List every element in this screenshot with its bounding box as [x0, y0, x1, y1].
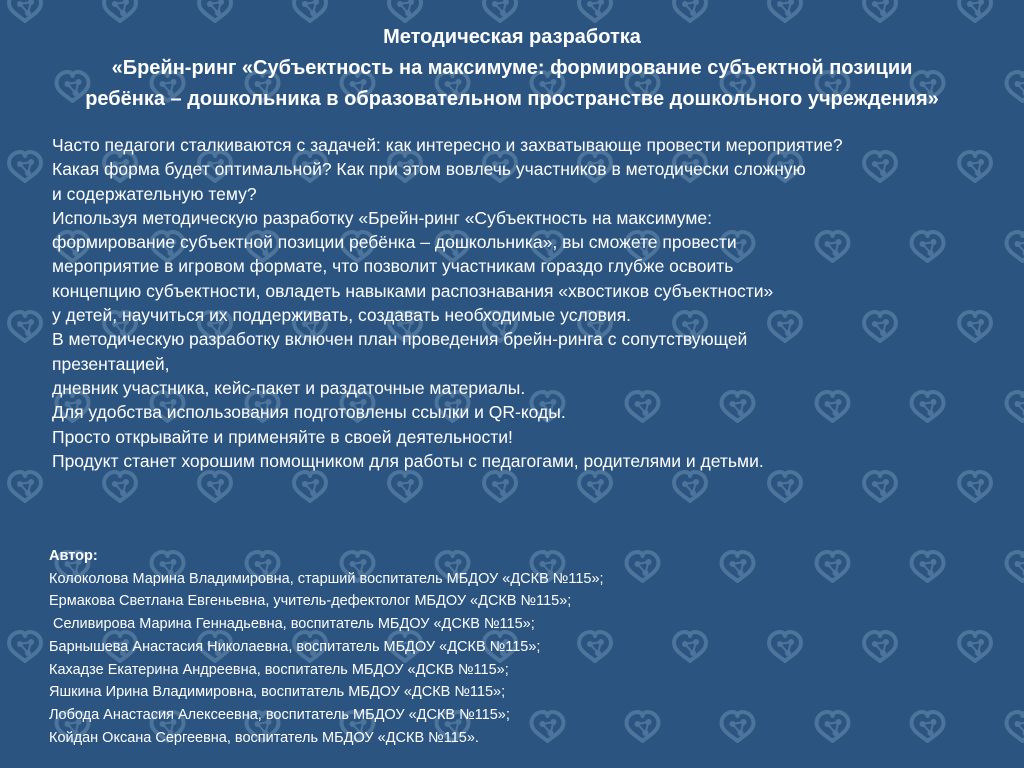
description-line: дневник участника, кейс-пакет и раздаточные материалы. [52, 377, 526, 398]
author-item: Селивирова Марина Геннадьевна, воспитатель МБДОУ «ДСКВ №115»; [49, 616, 535, 633]
description [52, 133, 1012, 473]
description-line: презентацией, [52, 353, 170, 374]
description-line: формирование субъектной позиции ребёнка – дошкольника», вы сможете провести [52, 232, 737, 253]
description-line: у детей, научиться их поддерживать, создавать необходимые условия. [52, 305, 632, 326]
title-line-1: Методическая разработка [383, 26, 641, 48]
description-line: мероприятие в игровом формате, что позволит участникам гораздо глубже освоить [52, 256, 734, 277]
title-line-2: «Брейн-ринг «Субъектность на максимуме: формирование субъектной позиции [111, 57, 913, 79]
author-item: Лобода Анастасия Алексеевна, воспитатель МБДОУ «ДСКВ №115»; [49, 706, 510, 723]
author-item: Яшкина Ирина Владимировна, воспитатель МБДОУ «ДСКВ №115»; [49, 684, 506, 701]
description-line: Для удобства использования подготовлены ссылки и QR-коды. [52, 402, 566, 423]
description-line: Продукт станет хорошим помощником для работы с педагогами, родителями и детьми. [52, 450, 764, 471]
author-item: Колоколова Марина Владимировна, старший воспитатель МБДОУ «ДСКВ №115»; [49, 570, 604, 587]
author-item: Ермакова Светлана Евгеньевна, учитель-дефектолог МБДОУ «ДСКВ №115»; [49, 593, 572, 610]
author-item: Койдан Оксана Сергеевна, воспитатель МБДОУ «ДСКВ №115». [49, 729, 479, 746]
description-line: и содержательную тему? [52, 183, 257, 204]
authors-label: Автор: [49, 548, 98, 564]
description-line: Часто педагоги сталкиваются с задачей: как интересно и захватывающе провести мероприятие? [52, 135, 843, 155]
description-line: В методическую разработку включен план проведения брейн-ринга с сопутствующей [52, 329, 748, 350]
title-line-3: ребёнка – дошкольника в образовательном пространстве дошкольного учреждения» [85, 88, 939, 110]
description-line: концепцию субъектности, овладеть навыками распознавания «хвостиков субъектности» [52, 280, 774, 301]
authors-section [49, 545, 749, 749]
author-item: Барнышева Анастасия Николаевна, воспитатель МБДОУ «ДСКВ №115»; [49, 638, 541, 655]
page-title [0, 22, 1024, 115]
description-line: Какая форма будет оптимальной? Как при этом вовлечь участников в методически сложную [52, 159, 806, 180]
description-line: Просто открывайте и применяйте в своей деятельности! [52, 426, 513, 447]
author-item: Кахадзе Екатерина Андреевна, воспитатель МБДОУ «ДСКВ №115»; [49, 661, 509, 678]
description-line: Используя методическую разработку «Брейн-ринг «Субъектность на максимуме: [52, 207, 712, 228]
